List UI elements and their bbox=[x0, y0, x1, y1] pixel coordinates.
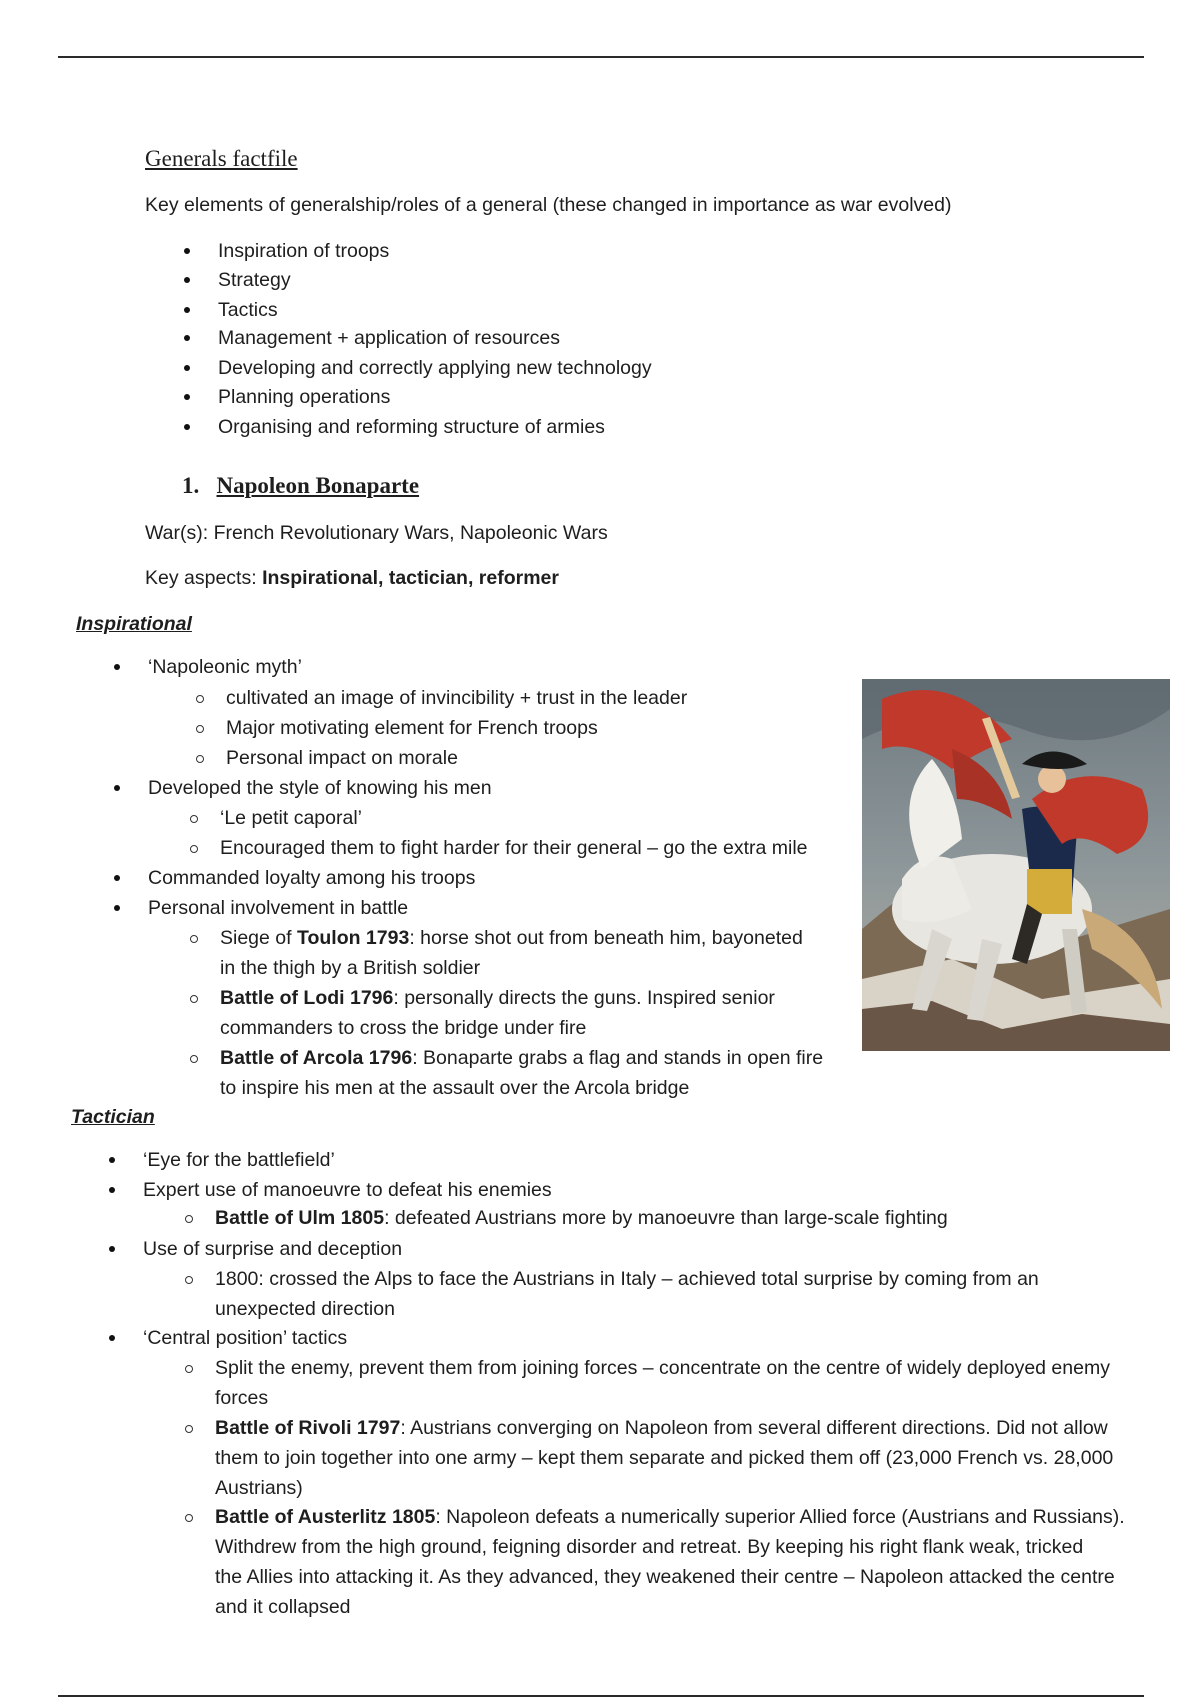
battle-text: : Napoleon defeats a numerically superior Allied force (Austrians and Russians). bbox=[435, 1506, 1125, 1528]
battle-name: Toulon 1793 bbox=[296, 927, 410, 949]
sub-item: ‘Le petit caporal’ bbox=[220, 803, 362, 833]
section-heading-inspirational: Inspirational bbox=[76, 613, 192, 635]
sub-item-cont: Austrians) bbox=[215, 1477, 303, 1499]
intro-text: Key elements of generalship/roles of a general (these changed in importance as war evolved) bbox=[145, 194, 952, 216]
sub-item-cont: forces bbox=[215, 1387, 269, 1409]
list-item: Organising and reforming structure of armies bbox=[218, 412, 605, 442]
sub-item-cont: the Allies into attacking it. As they advanced, they weakened their centre – Napoleon attacked the centre bbox=[215, 1566, 1115, 1588]
heading-name: Napoleon Bonaparte bbox=[216, 473, 420, 498]
sub-item: 1800: crossed the Alps to face the Austrians in Italy – achieved total surprise by coming from an bbox=[215, 1264, 1039, 1294]
list-item: ‘Eye for the battlefield’ bbox=[143, 1145, 335, 1175]
aspects-text bbox=[145, 563, 559, 593]
battle-name: Battle of Rivoli 1797 bbox=[215, 1417, 401, 1439]
battle-name: Battle of Austerlitz 1805 bbox=[215, 1506, 436, 1528]
list-item: ‘Napoleonic myth’ bbox=[148, 652, 302, 682]
battle-text: : Austrians converging on Napoleon from several different directions. Did not allow bbox=[400, 1417, 1108, 1439]
list-item: Commanded loyalty among his troops bbox=[148, 863, 475, 893]
list-item: Strategy bbox=[218, 265, 291, 295]
battle-name: Battle of Arcola 1796 bbox=[220, 1047, 413, 1069]
sub-item bbox=[220, 1043, 823, 1073]
aspects-value: Inspirational, tactician, reformer bbox=[262, 567, 559, 589]
sub-item-cont: to inspire his men at the assault over the Arcola bridge bbox=[220, 1077, 690, 1099]
sub-item: Personal impact on morale bbox=[226, 743, 458, 773]
top-rule bbox=[58, 56, 1144, 58]
general-heading bbox=[182, 473, 419, 499]
sub-item bbox=[220, 923, 803, 953]
wars-text: War(s): French Revolutionary Wars, Napoleonic Wars bbox=[145, 522, 608, 544]
sub-item-cont: commanders to cross the bridge under fire bbox=[220, 1017, 587, 1039]
battle-name: Battle of Lodi 1796 bbox=[220, 987, 394, 1009]
battle-text: : personally directs the guns. Inspired senior bbox=[393, 987, 775, 1009]
bottom-rule bbox=[58, 1695, 1144, 1697]
battle-text: : horse shot out from beneath him, bayoneted bbox=[409, 927, 803, 949]
battle-text: : defeated Austrians more by manoeuvre than large-scale fighting bbox=[384, 1207, 948, 1229]
list-item: Inspiration of troops bbox=[218, 236, 389, 266]
sub-item-cont: them to join together into one army – kept them separate and picked them off (23,000 French vs. 28,000 bbox=[215, 1447, 1114, 1469]
battle-name: Battle of Ulm 1805 bbox=[215, 1207, 385, 1229]
aspects-label: Key aspects: bbox=[145, 567, 263, 589]
battle-text: : Bonaparte grabs a flag and stands in open fire bbox=[412, 1047, 824, 1069]
sub-item bbox=[215, 1203, 948, 1233]
sub-item: Split the enemy, prevent them from joining forces – concentrate on the centre of widely deployed enemy bbox=[215, 1353, 1110, 1383]
sub-item bbox=[215, 1413, 1108, 1443]
sub-item bbox=[215, 1502, 1125, 1532]
list-item: Personal involvement in battle bbox=[148, 893, 408, 923]
sub-item: Major motivating element for French troops bbox=[226, 713, 598, 743]
heading-number: 1. bbox=[182, 473, 200, 498]
napoleon-painting bbox=[862, 679, 1170, 1051]
list-item: Tactics bbox=[218, 295, 278, 325]
section-heading-tactician: Tactician bbox=[71, 1106, 155, 1128]
sub-item-cont: Withdrew from the high ground, feigning disorder and retreat. By keeping his right flank weak, tricked bbox=[215, 1536, 1084, 1558]
sub-item-cont: unexpected direction bbox=[215, 1298, 395, 1320]
list-item: Developing and correctly applying new technology bbox=[218, 353, 652, 383]
list-item: Developed the style of knowing his men bbox=[148, 773, 492, 803]
battle-prefix: Siege of bbox=[220, 927, 297, 949]
list-item: Management + application of resources bbox=[218, 323, 560, 353]
list-item: ‘Central position’ tactics bbox=[143, 1323, 347, 1353]
list-item: Planning operations bbox=[218, 382, 390, 412]
sub-item bbox=[220, 983, 775, 1013]
sub-item: cultivated an image of invincibility + trust in the leader bbox=[226, 683, 687, 713]
sub-item: Encouraged them to fight harder for their general – go the extra mile bbox=[220, 833, 808, 863]
page-title: Generals factfile bbox=[145, 146, 298, 171]
list-item: Expert use of manoeuvre to defeat his enemies bbox=[143, 1175, 552, 1205]
sub-item-cont: and it collapsed bbox=[215, 1596, 351, 1618]
list-item: Use of surprise and deception bbox=[143, 1234, 402, 1264]
sub-item-cont: in the thigh by a British soldier bbox=[220, 957, 481, 979]
